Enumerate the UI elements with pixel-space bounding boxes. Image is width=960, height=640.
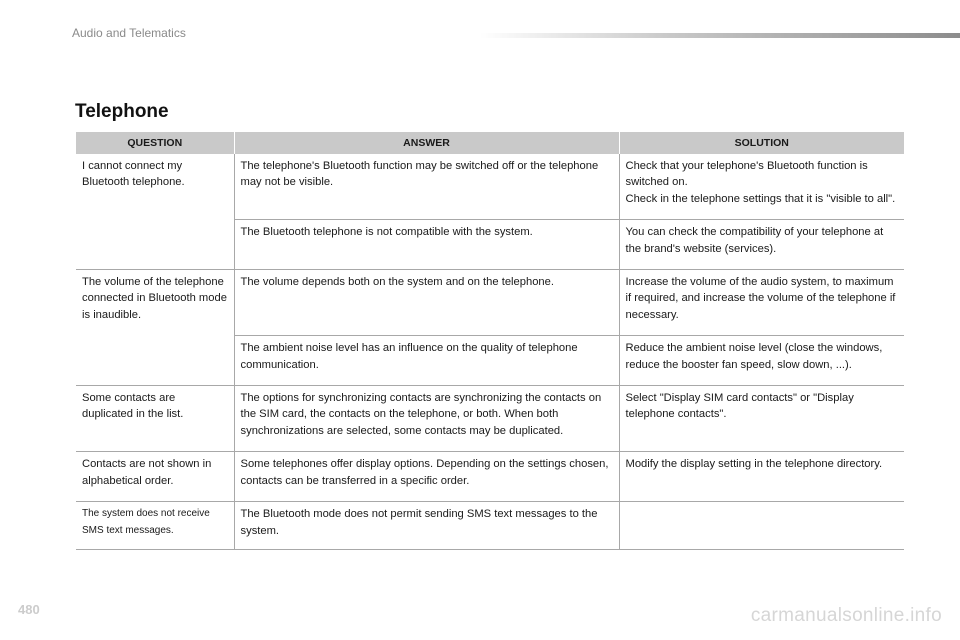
page-heading: Telephone — [75, 101, 169, 122]
table-row — [76, 502, 904, 550]
solution-line: Check that your telephone's Bluetooth function is switched on. — [625, 160, 868, 189]
question-cell: Some contacts are duplicated in the list. — [76, 386, 234, 452]
answer-cell: The Bluetooth telephone is not compatible with the system. — [234, 220, 619, 270]
question-cell: The volume of the telephone connected in Bluetooth mode is inaudible. — [76, 270, 234, 386]
section-title: Audio and Telematics — [72, 26, 186, 40]
header-rule — [480, 33, 960, 38]
question-cell: I cannot connect my Bluetooth telephone. — [76, 154, 234, 270]
column-header-solution: SOLUTION — [619, 132, 904, 154]
answer-cell: The options for synchronizing contacts are synchronizing the contacts on the SIM card, the contacts on the telephone, or both. When both synchronizations are selected, some contacts may be duplicated. — [234, 386, 619, 452]
answer-cell: The telephone's Bluetooth function may be switched off or the telephone may not be visible. — [234, 154, 619, 220]
solution-cell: Select "Display SIM card contacts" or "Display telephone contacts". — [619, 386, 904, 452]
solution-line: Check in the telephone settings that it is "visible to all". — [625, 192, 896, 205]
table-header-row — [76, 132, 904, 154]
solution-cell: Reduce the ambient noise level (close the windows, reduce the booster fan speed, slow down, ...). — [619, 336, 904, 386]
table-row — [76, 452, 904, 502]
solution-cell — [619, 154, 904, 220]
solution-cell: Increase the volume of the audio system, to maximum if required, and increase the volume of the telephone if necessary. — [619, 270, 904, 336]
table-row — [76, 386, 904, 452]
solution-cell: You can check the compatibility of your telephone at the brand's website (services). — [619, 220, 904, 270]
question-cell: Contacts are not shown in alphabetical order. — [76, 452, 234, 502]
question-cell: The system does not receive SMS text messages. — [76, 502, 234, 550]
watermark: carmanualsonline.info — [750, 605, 942, 626]
troubleshooting-table — [76, 132, 904, 550]
column-header-question: QUESTION — [76, 132, 234, 154]
solution-cell — [619, 502, 904, 550]
answer-cell: The Bluetooth mode does not permit sending SMS text messages to the system. — [234, 502, 619, 550]
table-row — [76, 154, 904, 220]
answer-cell: The volume depends both on the system and on the telephone. — [234, 270, 619, 336]
answer-cell: Some telephones offer display options. Depending on the settings chosen, contacts can be transferred in a specific order. — [234, 452, 619, 502]
column-header-answer: ANSWER — [234, 132, 619, 154]
page-number: 480 — [18, 602, 40, 617]
table-row — [76, 270, 904, 336]
answer-cell: The ambient noise level has an influence on the quality of telephone communication. — [234, 336, 619, 386]
solution-cell: Modify the display setting in the telephone directory. — [619, 452, 904, 502]
